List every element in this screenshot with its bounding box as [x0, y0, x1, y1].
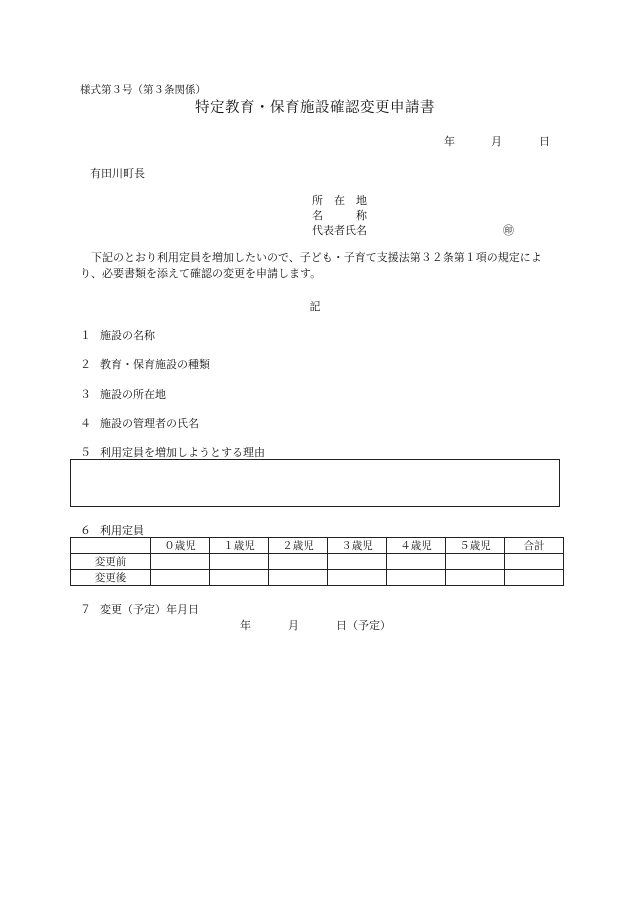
header-age-1: １歳児: [210, 538, 269, 554]
applicant-address-label: 所 在 地: [312, 194, 367, 207]
item-label: 教育・保育施設の種類: [100, 358, 210, 371]
row-label-after: 変更後: [71, 570, 151, 586]
table-cell[interactable]: [269, 554, 328, 570]
header-age-5: ５歳児: [446, 538, 505, 554]
applicant-name-label: 名 称: [312, 209, 367, 222]
item-number: ５: [80, 446, 91, 459]
table-cell[interactable]: [210, 570, 269, 586]
date-month-label: 月: [491, 135, 502, 148]
item-facility-type: [80, 356, 210, 372]
table-cell[interactable]: [151, 570, 210, 586]
item-label: 施設の名称: [100, 329, 155, 342]
item-change-date: [80, 601, 199, 617]
applicant-representative-label: 代表者氏名: [312, 224, 367, 237]
document-title: 特定教育・保育施設確認変更申請書: [195, 100, 435, 116]
header-total: 合計: [505, 538, 564, 554]
date-year-label: 年: [444, 135, 455, 148]
form-code: 様式第３号（第３条関係）: [80, 84, 206, 96]
item-manager-name: [80, 415, 199, 431]
change-date-month-label: 月: [288, 619, 299, 632]
date-day-label: 日: [539, 135, 550, 148]
item-number: ６: [80, 524, 91, 537]
table-row: [71, 554, 564, 570]
table-cell[interactable]: [269, 570, 328, 586]
addressee: 有田川町長: [90, 167, 145, 180]
item-label: 変更（予定）年月日: [100, 603, 199, 616]
table-cell[interactable]: [446, 554, 505, 570]
item-number: ３: [80, 388, 91, 401]
table-cell[interactable]: [151, 554, 210, 570]
header-age-0: ０歳児: [151, 538, 210, 554]
table-cell[interactable]: [446, 570, 505, 586]
item-label: 施設の所在地: [100, 388, 166, 401]
table-cell[interactable]: [387, 570, 446, 586]
item-facility-name: [80, 327, 155, 343]
table-corner-cell: [71, 538, 151, 554]
header-age-3: ３歳児: [328, 538, 387, 554]
change-date-day-label: 日（予定）: [336, 619, 391, 632]
capacity-table: [70, 537, 564, 586]
table-cell[interactable]: [328, 570, 387, 586]
table-cell[interactable]: [505, 554, 564, 570]
seal-mark: ㊞: [503, 224, 514, 237]
table-row: [71, 570, 564, 586]
table-cell[interactable]: [328, 554, 387, 570]
item-number: １: [80, 329, 91, 342]
header-age-2: ２歳児: [269, 538, 328, 554]
item-number: ４: [80, 417, 91, 430]
item-number: ２: [80, 358, 91, 371]
item-label: 施設の管理者の氏名: [100, 417, 199, 430]
header-age-4: ４歳児: [387, 538, 446, 554]
ki-heading: 記: [309, 300, 321, 313]
item-number: ７: [80, 603, 91, 616]
item-facility-address: [80, 386, 166, 402]
table-cell[interactable]: [505, 570, 564, 586]
change-date-year-label: 年: [240, 619, 251, 632]
item-increase-reason: [80, 444, 265, 460]
application-statement: 下記のとおり利用定員を増加したいので、子ども・子育て支援法第３２条第１項の規定により、必要書類を添えて確認の変更を申請します。: [80, 251, 542, 280]
table-cell[interactable]: [210, 554, 269, 570]
row-label-before: 変更前: [71, 554, 151, 570]
item-label: 利用定員: [100, 524, 144, 537]
item-label: 利用定員を増加しようとする理由: [100, 446, 265, 459]
capacity-table-header-row: [71, 538, 564, 554]
table-cell[interactable]: [387, 554, 446, 570]
item-capacity: [80, 522, 144, 538]
reason-input-box[interactable]: [70, 459, 560, 507]
